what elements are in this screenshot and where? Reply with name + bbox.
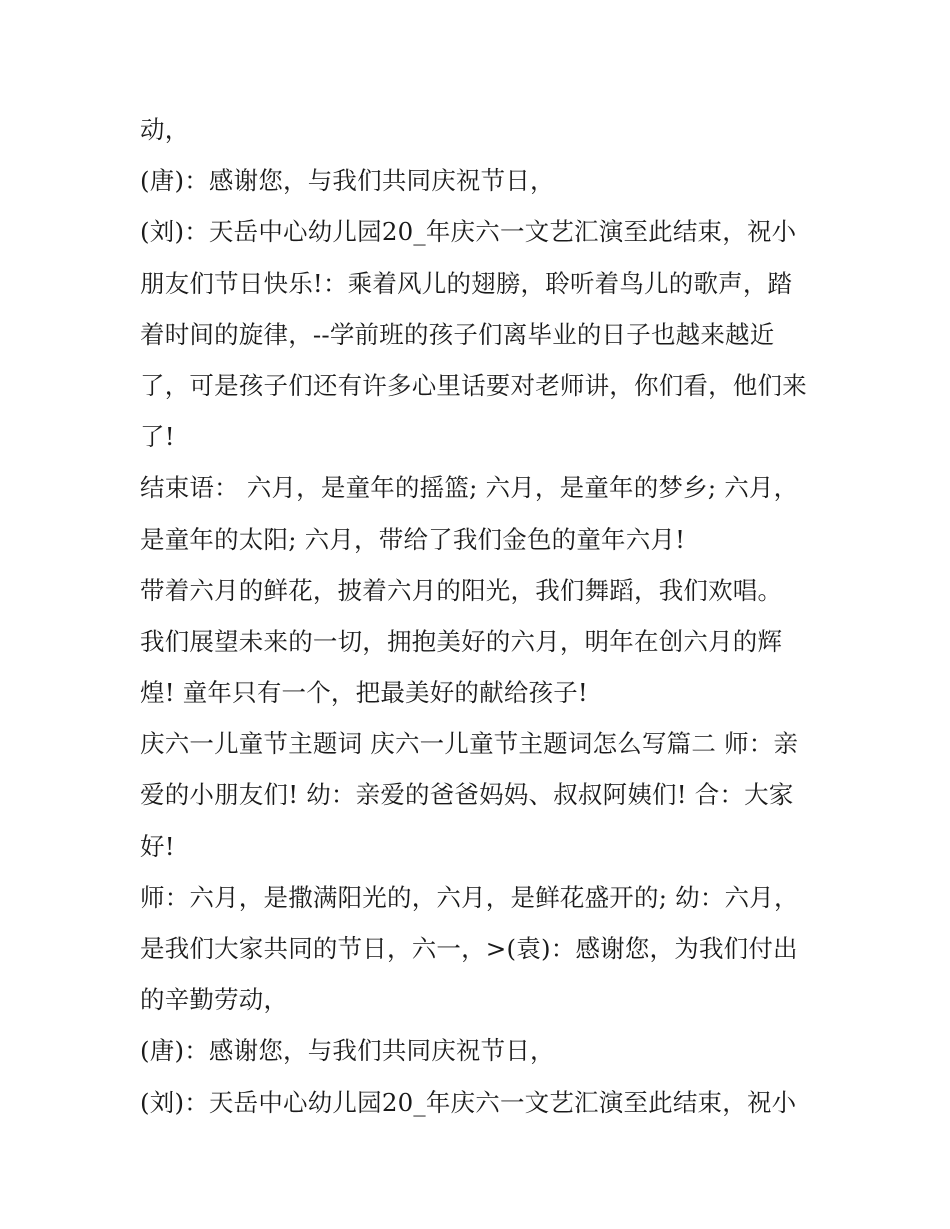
text-line: 带着六月的鲜花，披着六月的阳光，我们舞蹈，我们欢唱。 bbox=[140, 575, 783, 605]
text-line: (刘)：天岳中心幼儿园20_年庆六一文艺汇演至此结束，祝小 bbox=[140, 1087, 797, 1117]
text-line: 庆六一儿童节主题词 庆六一儿童节主题词怎么写篇二 师：亲 bbox=[140, 729, 799, 759]
text-line: 是童年的太阳; 六月，带给了我们金色的童年六月! bbox=[140, 524, 686, 554]
text-line: 着时间的旋律，--学前班的孩子们离毕业的日子也越来越近 bbox=[140, 319, 775, 349]
text-line: (刘)：天岳中心幼儿园20_年庆六一文艺汇演至此结束，祝小 bbox=[140, 217, 797, 247]
text-line: 了! bbox=[140, 422, 175, 452]
text-line: 的辛勤劳动， bbox=[140, 985, 289, 1015]
text-line: (唐)：感谢您，与我们共同庆祝节日， bbox=[140, 166, 555, 196]
text-line: 煌! 童年只有一个，把最美好的献给孩子! bbox=[140, 678, 588, 708]
text-line: 动， bbox=[140, 115, 190, 144]
text-line: 了，可是孩子们还有许多心里话要对老师讲，你们看，他们来 bbox=[140, 370, 807, 400]
text-line: 结束语： 六月，是童年的摇篮; 六月，是童年的梦乡; 六月， bbox=[140, 473, 799, 503]
text-line: 师：六月，是撒满阳光的，六月，是鲜花盛开的; 幼：六月， bbox=[140, 882, 799, 912]
text-line: 朋友们节日快乐!：乘着风儿的翅膀，聆听着鸟儿的歌声，踏 bbox=[140, 268, 793, 298]
text-line: (唐)：感谢您，与我们共同庆祝节日， bbox=[140, 1036, 555, 1066]
text-line: 我们展望未来的一切，拥抱美好的六月，明年在创六月的辉 bbox=[140, 626, 783, 656]
text-line: 是我们大家共同的节日，六一，>(袁)：感谢您，为我们付出 bbox=[140, 934, 798, 963]
text-line: 好! bbox=[140, 831, 175, 861]
text-line: 爱的小朋友们! 幼：亲爱的爸爸妈妈、叔叔阿姨们! 合：大家 bbox=[140, 780, 794, 810]
document-body bbox=[140, 104, 820, 1128]
